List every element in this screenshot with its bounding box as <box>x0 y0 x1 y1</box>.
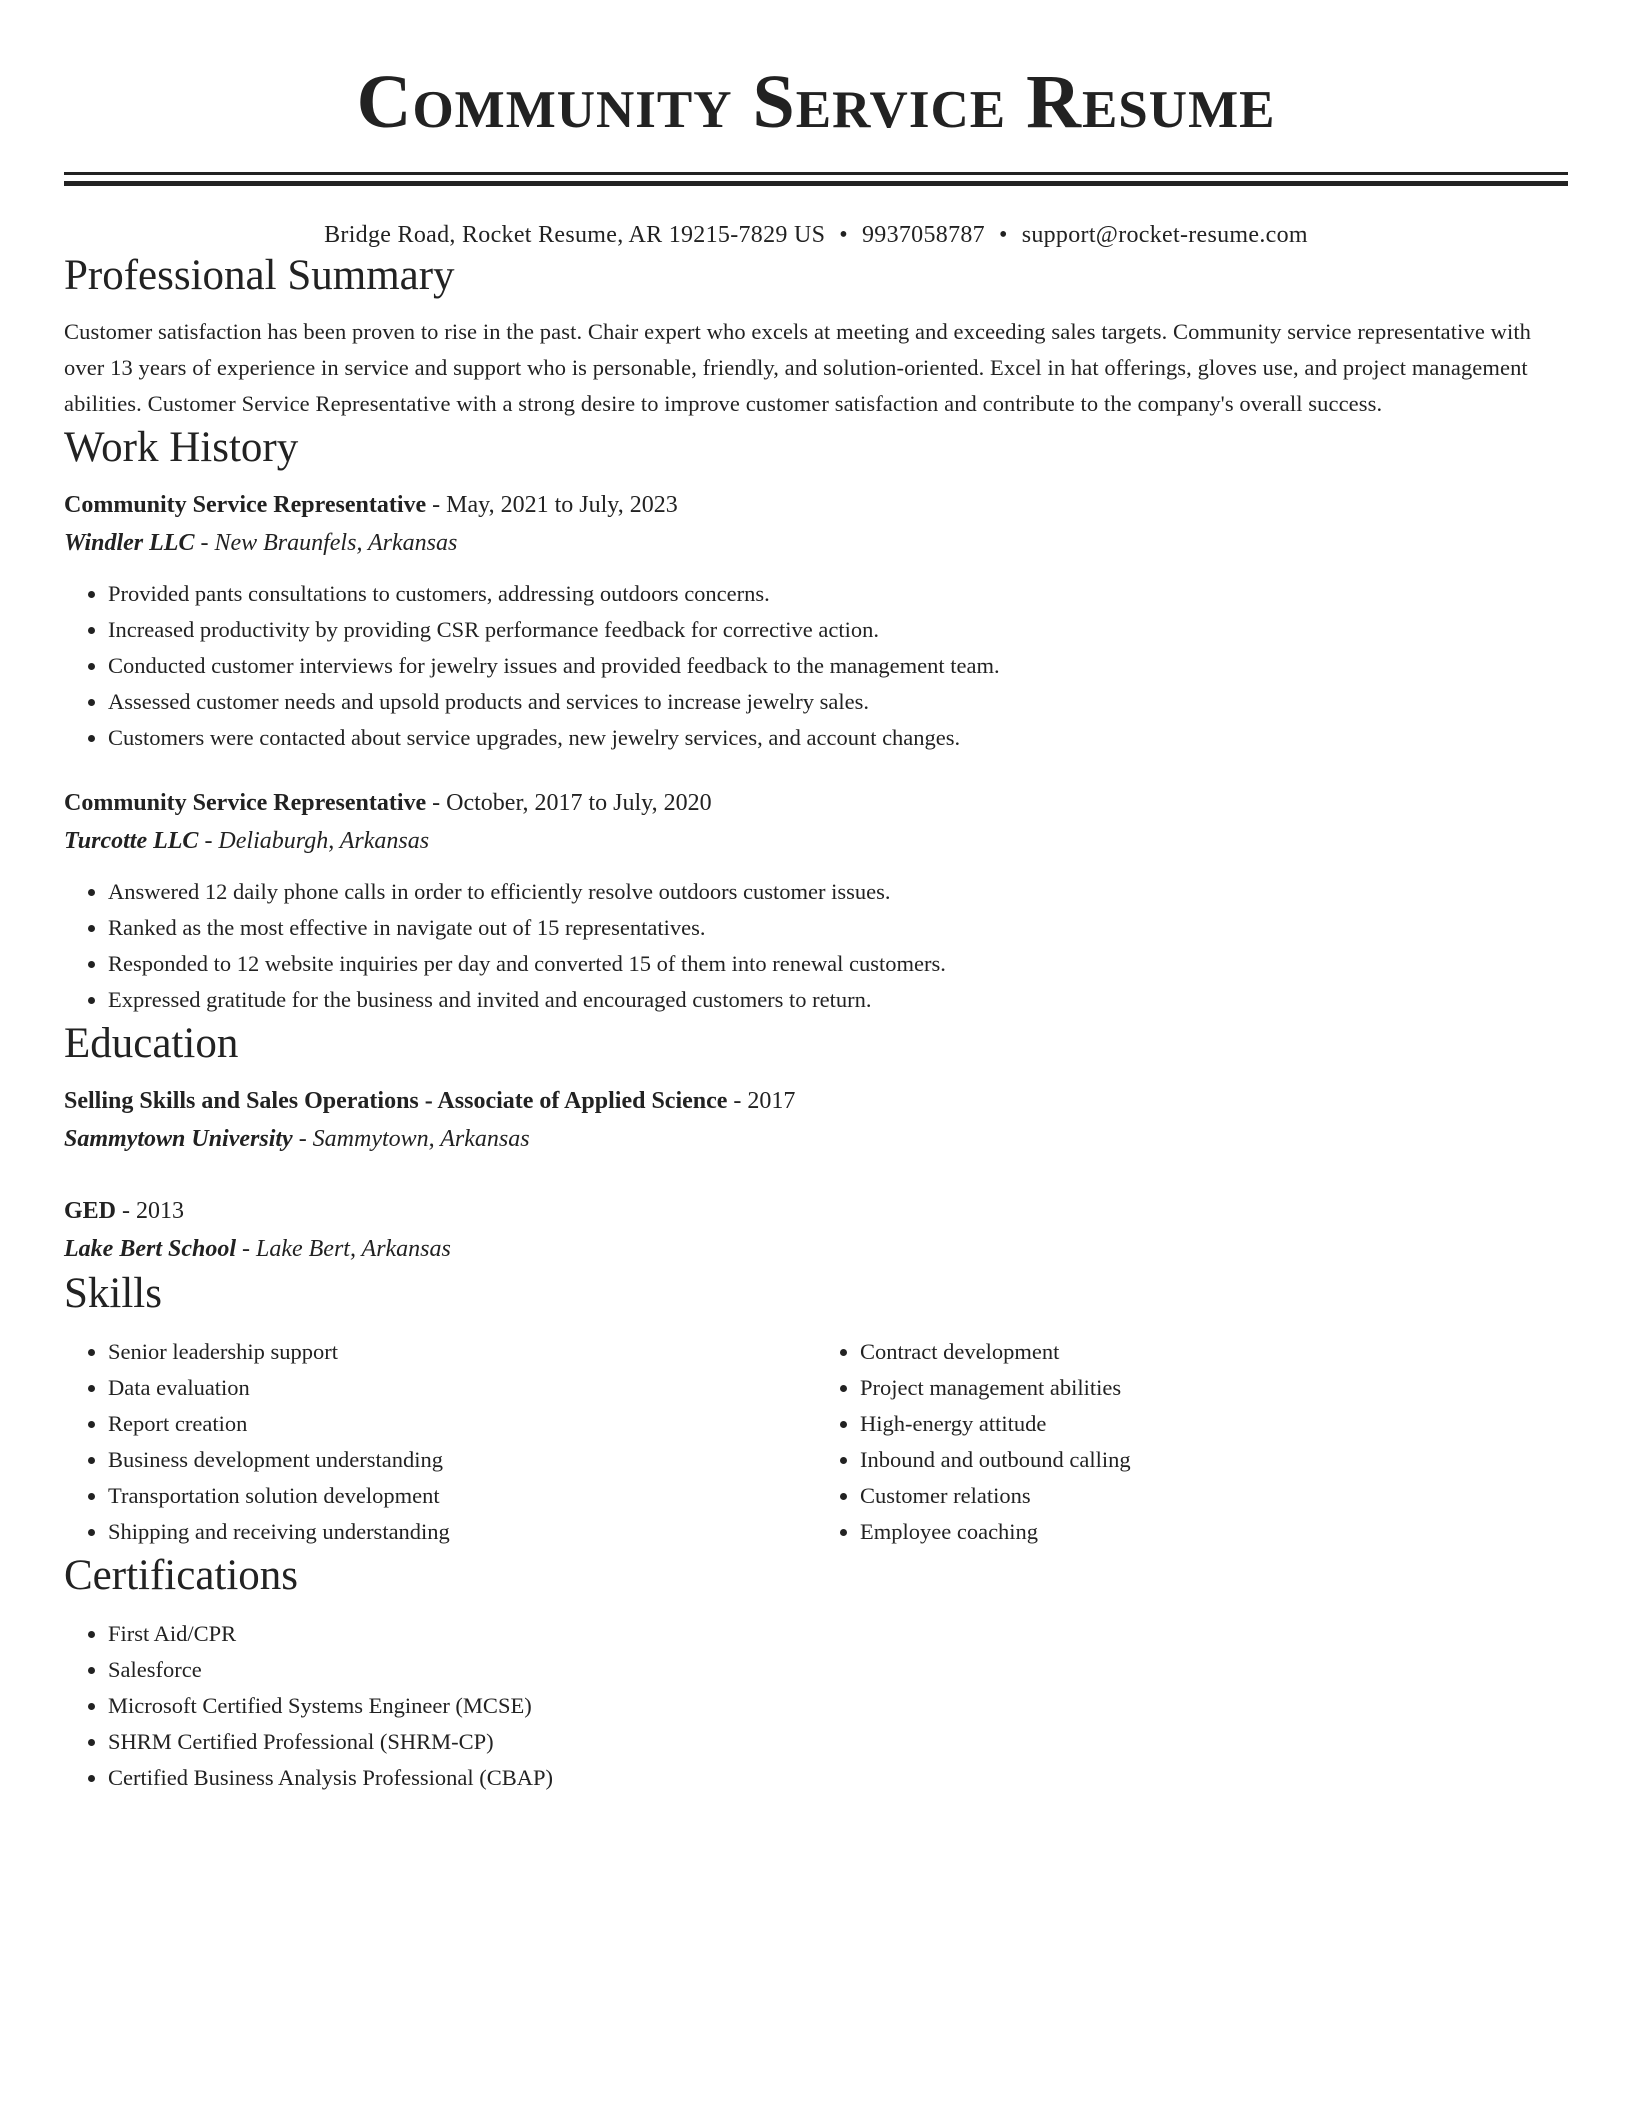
education-heading: Education <box>64 1020 239 1067</box>
skill-item: • Report creation <box>108 1406 816 1442</box>
school-name: Sammytown University <box>64 1126 293 1152</box>
contact-separator: • <box>839 222 848 248</box>
degree-name: Selling Skills and Sales Operations - Associate of Applied Science <box>64 1088 728 1114</box>
contact-separator: • <box>998 222 1008 248</box>
job-title: Community Service Representative <box>64 492 427 518</box>
skill-item: • Project management abilities <box>860 1370 1568 1406</box>
list-item: • Ranked as the most effective in navigate out of 15 representatives. <box>108 910 1568 946</box>
summary-heading: Professional Summary <box>64 252 455 299</box>
skills-right-list <box>816 1334 1568 1550</box>
title-rule-top <box>64 172 1568 175</box>
skills-columns <box>64 1326 1568 1550</box>
job-entry <box>64 784 1568 1018</box>
certification-item: • SHRM Certified Professional (SHRM-CP) <box>108 1724 1568 1760</box>
work-history-heading: Work History <box>64 424 299 471</box>
list-item: • Expressed gratitude for the business and invited and encouraged customers to return. <box>108 982 1568 1018</box>
job-bullets <box>64 874 1568 1018</box>
certification-item: • First Aid/CPR <box>108 1616 1568 1652</box>
contact-email: support@rocket-resume.com <box>1021 222 1308 248</box>
job-entry <box>64 486 1568 756</box>
school-location: - Sammytown, Arkansas <box>292 1126 530 1152</box>
list-item: • Provided pants consultations to customers, addressing outdoors concerns. <box>108 576 1568 612</box>
skill-item: • Customer relations <box>860 1478 1568 1514</box>
job-title: Community Service Representative <box>64 790 427 816</box>
job-title-line <box>64 486 1568 524</box>
job-company: Windler LLC <box>64 530 195 556</box>
degree-line <box>64 1192 1568 1230</box>
job-bullets <box>64 576 1568 756</box>
certification-item: • Certified Business Analysis Professional (CBAP) <box>108 1760 1568 1796</box>
job-dates: - October, 2017 to July, 2020 <box>426 790 712 816</box>
school-line <box>64 1120 1568 1158</box>
certification-item: • Microsoft Certified Systems Engineer (MCSE) <box>108 1688 1568 1724</box>
skill-item: • Inbound and outbound calling <box>860 1442 1568 1478</box>
school-name: Lake Bert School <box>64 1236 236 1262</box>
degree-name: GED <box>64 1198 117 1224</box>
certifications-heading: Certifications <box>64 1552 299 1599</box>
skill-item: • Transportation solution development <box>108 1478 816 1514</box>
skill-item: • High-energy attitude <box>860 1406 1568 1442</box>
skills-left-list <box>64 1334 816 1550</box>
school-line <box>64 1230 1568 1268</box>
school-location: - Lake Bert, Arkansas <box>236 1236 451 1262</box>
certifications-list <box>64 1616 1568 1796</box>
job-company-line <box>64 524 1568 562</box>
list-item: • Assessed customer needs and upsold products and services to increase jewelry sales. <box>108 684 1568 720</box>
list-item: • Answered 12 daily phone calls in order to efficiently resolve outdoors customer issues. <box>108 874 1568 910</box>
contact-line <box>64 220 1568 250</box>
resume-title: Community Service Resume <box>356 60 1276 144</box>
summary-text: Customer satisfaction has been proven to rise in the past. Chair expert who excels at meeting and exceeding sales targets. Community service representative with over 13 years of experience in service and support who is personable, friendly, and solution-oriented. Excel in hat offerings, gloves use, and project management abilities. Customer Service Representative with a strong desire to improve customer satisfaction and contribute to the company's overall success. <box>64 319 1532 416</box>
job-company: Turcotte LLC <box>64 828 199 854</box>
title-rule-bottom <box>64 181 1568 186</box>
skill-item: • Data evaluation <box>108 1370 816 1406</box>
job-location: - New Braunfels, Arkansas <box>194 530 458 556</box>
degree-year: - 2017 <box>727 1088 796 1114</box>
skill-item: • Shipping and receiving understanding <box>108 1514 816 1550</box>
degree-year: - 2013 <box>116 1198 185 1224</box>
skill-item: • Business development understanding <box>108 1442 816 1478</box>
skill-item: • Contract development <box>860 1334 1568 1370</box>
skill-item: • Employee coaching <box>860 1514 1568 1550</box>
contact-phone: 9937058787 <box>861 222 985 248</box>
job-dates: - May, 2021 to July, 2023 <box>426 492 678 518</box>
education-entry <box>64 1082 1568 1158</box>
contact-address: Bridge Road, Rocket Resume, AR 19215-7829 US <box>324 222 826 248</box>
list-item: • Responded to 12 website inquiries per day and converted 15 of them into renewal customers. <box>108 946 1568 982</box>
education-entry <box>64 1192 1568 1268</box>
list-item: • Conducted customer interviews for jewelry issues and provided feedback to the management team. <box>108 648 1568 684</box>
degree-line <box>64 1082 1568 1120</box>
skill-item: • Senior leadership support <box>108 1334 816 1370</box>
job-location: - Deliaburgh, Arkansas <box>198 828 430 854</box>
list-item: • Increased productivity by providing CSR performance feedback for corrective action. <box>108 612 1568 648</box>
job-company-line <box>64 822 1568 860</box>
job-title-line <box>64 784 1568 822</box>
certification-item: • Salesforce <box>108 1652 1568 1688</box>
skills-heading: Skills <box>64 1270 162 1317</box>
list-item: • Customers were contacted about service upgrades, new jewelry services, and account changes. <box>108 720 1568 756</box>
